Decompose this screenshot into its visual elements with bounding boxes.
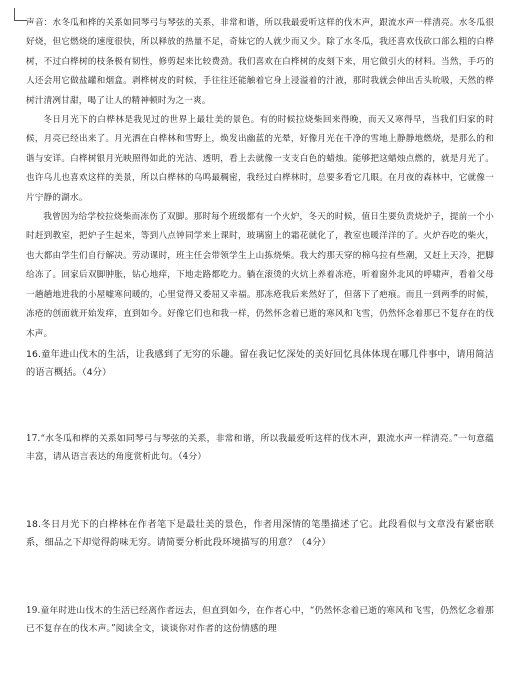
question-16: 16.童年进山伐木的生活，让我感到了无穷的乐趣。留在我记忆深处的美好回忆具体体现在哪几件事中，请用简洁的语言概括。（4分） — [26, 348, 494, 378]
exam-page — [26, 14, 494, 638]
question-19: 19.童年时进山伐木的生活已经离作者远去，但直到如今，在作者心中，“仍然怀念着已逝的寒风和飞雪，仍然忆念着那已不复存在的伐木声。”阅读全文，谈谈你对作者的这份情感的理 — [26, 605, 494, 634]
question-17: 17.“水冬瓜和桦的关系如同琴弓与琴弦的关系，非常和谐，所以我最爱听这样的伐木声，跟流水声一样清亮。”一句意蕴丰富，请从语言表达的角度赏析此句。（4分） — [26, 433, 494, 462]
question-18: 18.冬日月光下的白桦林在作者笔下是最壮美的景色，作者用深情的笔墨描述了它。此段看似与文章没有紧密联系，细品之下却觉得韵味无穷。请简要分析此段环境描写的用意？（4分） — [26, 518, 494, 548]
passage-paragraph-2: 冬日月光下的白桦林是我见过的世界上最壮美的景色。有的时候拉烧柴回来得晚，而天又寒得早，当我们归家的时候，月亮已经出来了。月光洒在白桦林和雪野上，焕发出幽蓝的光晕，好像月光在千净的雪地上静静地燃烧，是那么的和谐与安详。白桦树银月光映照得如此的光洁、透明，看上去就像一支支白色的蜡烛。能够把这蜡烛点燃的，就是月光了。也许乌儿也喜欢这样的美景，所以白桦林的乌鸣最稠密，我经过白桦林时，总要多看它几眼。在月夜的森林中，它就像一片宁静的湖水。 — [26, 115, 494, 203]
passage-paragraph-1: 声音：水冬瓜和桦的关系如同琴弓与琴弦的关系，非常和谐，所以我最爱听这样的伐木声，跟流水声一样清亮。水冬瓜很好烧，但它燃烧的速度很快，所以释放的热量不足，奇妹它的人就少而又少。除了水冬瓜，我还喜欢伐砍口部么粗的白桦树，不过白桦树的枝条极有韧性，修剪起来比较费劲。我们喜欢在白桦树的皮刻下来，用它做引火的材料。当然，手巧的人还会用它做盐罐和烟盒。剥桦树皮的时候，手往往还能触着它身上浸溢着的汁液，那时我就会伸出舌头吮吸，天然的桦树汁清冽甘甜，喝了让人的精神顿时为之一爽。 — [26, 18, 494, 106]
passage-paragraph-3: 我曾因为给学校拉烧柴而冻伤了双脚。那时每个班级都有一个火炉，冬天的时候，值日生要负责烧炉子，提前一个小时赶到教室，把炉子生起来，等到八点钟同学来上课时，玻璃窗上的霜花就化了，教室也暖洋洋的了。火炉吞吃的柴火，也大都由学生们自行解决。劳动课时，班主任会带领学生上山拣烧柴。我大约那天穿的棉乌拉有些潮，又赶上天冷，把脚给冻了。回家后双脚肿胀，钻心地痒，下地走路都吃力。躺在滚烫的火炕上养着冻疮，听着窗外北风的呼啸声，看着父母一趟趟地进我的小屋嘘寒问暖的，心里觉得又委屈又幸福。那冻疮我后来然好了，但落下了疤痕。而且一到两季的时候，冻疮的创面就开始发痒，直到如今。好像它们也和我一样，仍然怀念着已逝的寒风和飞雪，仍然怀念着那已不复存在的伐木声。 — [26, 212, 494, 339]
reading-passage — [26, 14, 494, 344]
